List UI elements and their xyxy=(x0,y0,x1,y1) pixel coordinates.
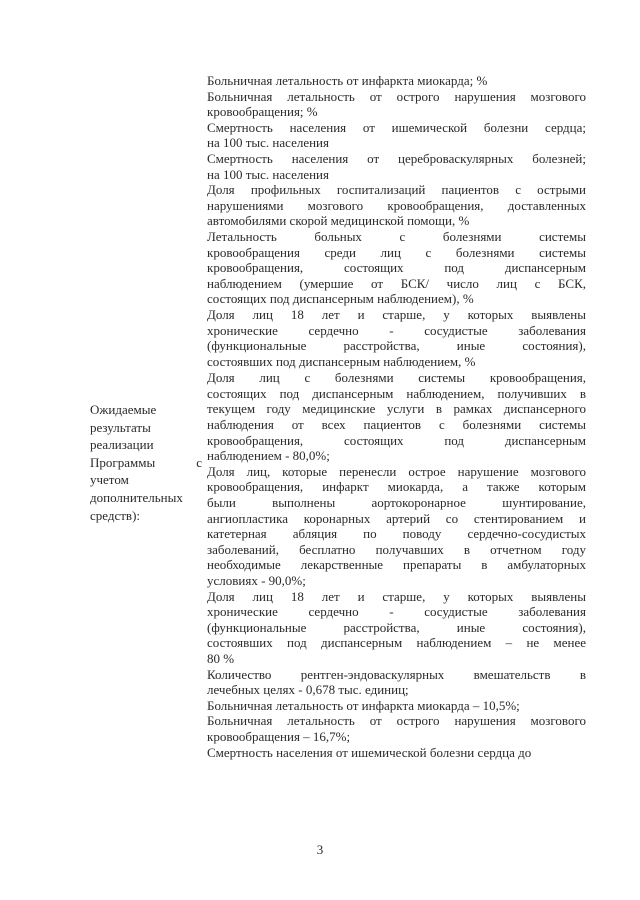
section-label-line: Ожидаемые xyxy=(90,402,157,417)
text-line: на 100 тыс. населения xyxy=(207,135,329,151)
text-line: состоящих под диспансерным наблюдением), % xyxy=(207,291,474,307)
text-line: лечебных целях - 0,678 тыс. единиц; xyxy=(207,682,409,698)
text-line: Доля лиц 18 лет и старше, у которых выявлены xyxy=(207,306,586,322)
indicators-column xyxy=(207,73,586,760)
text-line: состоявших под диспансерным наблюдением – не менее xyxy=(207,635,586,651)
text-line: Больничная летальность от инфаркта миокарда; % xyxy=(207,73,488,88)
text-line: наблюдения от всех пациентов с болезнями системы xyxy=(207,417,586,433)
text-line: Больничная летальность от острого нарушения мозгового xyxy=(207,88,586,104)
text-line: нарушениями мозгового кровообращения, доставленных xyxy=(207,197,586,213)
text-line: хронические сердечно - сосудистые заболевания xyxy=(207,604,586,620)
indicator-paragraph xyxy=(207,120,586,151)
text-line: на 100 тыс. населения xyxy=(207,166,329,182)
indicator-paragraph xyxy=(207,229,586,307)
section-label-line: дополнительных xyxy=(90,489,183,505)
text-line: катетерная абляция по поводу сердечно-сосудистых xyxy=(207,526,586,542)
text-line: кровообращения, инфаркт миокарда, а также которым xyxy=(207,479,586,495)
indicator-paragraph xyxy=(207,182,586,229)
text-line: Смертность населения от ишемической болезни сердца; xyxy=(207,119,586,135)
text-line: заболеваний, бесплатно получавших в отчетном году xyxy=(207,541,586,557)
text-line: кровообращения среди лиц с болезнями системы xyxy=(207,244,586,260)
text-line: кровообращения; % xyxy=(207,104,318,120)
text-line: хронические сердечно - сосудистые заболевания xyxy=(207,322,586,338)
text-line: Смертность населения от ишемической болезни сердца до xyxy=(207,744,532,760)
text-line: Доля лиц с болезнями системы кровообращения, xyxy=(207,370,586,386)
text-line: Доля лиц, которые перенесли острое нарушение мозгового xyxy=(207,463,586,479)
expected-result-paragraph xyxy=(207,698,586,714)
text-line: Больничная летальность от острого нарушения мозгового xyxy=(207,713,586,729)
section-label-line: результаты xyxy=(90,419,151,435)
text-line: кровообращения, состоящих под диспансерным xyxy=(207,260,586,276)
text-line: условиях - 90,0%; xyxy=(207,573,306,588)
indicator-paragraph xyxy=(207,151,586,182)
text-line: Летальность больных с болезнями системы xyxy=(207,228,586,244)
text-line: (функциональные расстройства, иные состояния), xyxy=(207,338,586,354)
page-number: 3 xyxy=(316,842,324,857)
section-label-line: реализации xyxy=(90,437,154,453)
text-line: необходимые лекарственные препараты в амбулаторных xyxy=(207,557,586,573)
text-line: наблюдением (умершие от БСК/ число лиц с БСК, xyxy=(207,275,586,291)
text-line: (функциональные расстройства, иные состояния), xyxy=(207,619,586,635)
text-line: ангиопластика коронарных артерий со стентированием и xyxy=(207,510,586,526)
section-label xyxy=(90,401,202,524)
text-line: Количество рентген-эндоваскулярных вмешательств в xyxy=(207,666,586,682)
text-line: Доля лиц 18 лет и старше, у которых выявлены xyxy=(207,588,586,604)
expected-result-paragraph xyxy=(207,589,586,667)
text-line: Доля профильных госпитализаций пациентов с острыми xyxy=(207,182,586,198)
text-line: были выполнены аортокоронарное шунтирование, xyxy=(207,495,586,511)
indicator-paragraph xyxy=(207,307,586,369)
text-line: кровообращения – 16,7%; xyxy=(207,728,351,744)
expected-result-paragraph xyxy=(207,713,586,744)
indicator-paragraph xyxy=(207,73,586,89)
text-line: наблюдением - 80,0%; xyxy=(207,448,330,464)
text-line: автомобилями скорой медицинской помощи, % xyxy=(207,213,470,229)
expected-result-paragraph xyxy=(207,667,586,698)
text-line: Смертность населения от цереброваскулярных болезней; xyxy=(207,150,586,166)
section-label-line: средств): xyxy=(90,507,141,523)
text-line: 80 % xyxy=(207,650,235,666)
expected-result-paragraph xyxy=(207,370,586,464)
text-line: состоящих под диспансерным наблюдением, получивших в xyxy=(207,385,586,401)
text-line: кровообращения, состоящих под диспансерным xyxy=(207,432,586,448)
section-label-line: Программы с xyxy=(90,454,202,470)
indicator-paragraph xyxy=(207,89,586,120)
text-line: текущем году медицинские услуги в рамках диспансерного xyxy=(207,401,586,417)
expected-result-paragraph xyxy=(207,464,586,589)
section-label-line: учетом xyxy=(90,472,129,488)
text-line: Больничная летальность от инфаркта миокарда – 10,5%; xyxy=(207,697,520,713)
expected-result-paragraph xyxy=(207,745,586,761)
text-line: состоявших под диспансерным наблюдением, % xyxy=(207,353,476,369)
